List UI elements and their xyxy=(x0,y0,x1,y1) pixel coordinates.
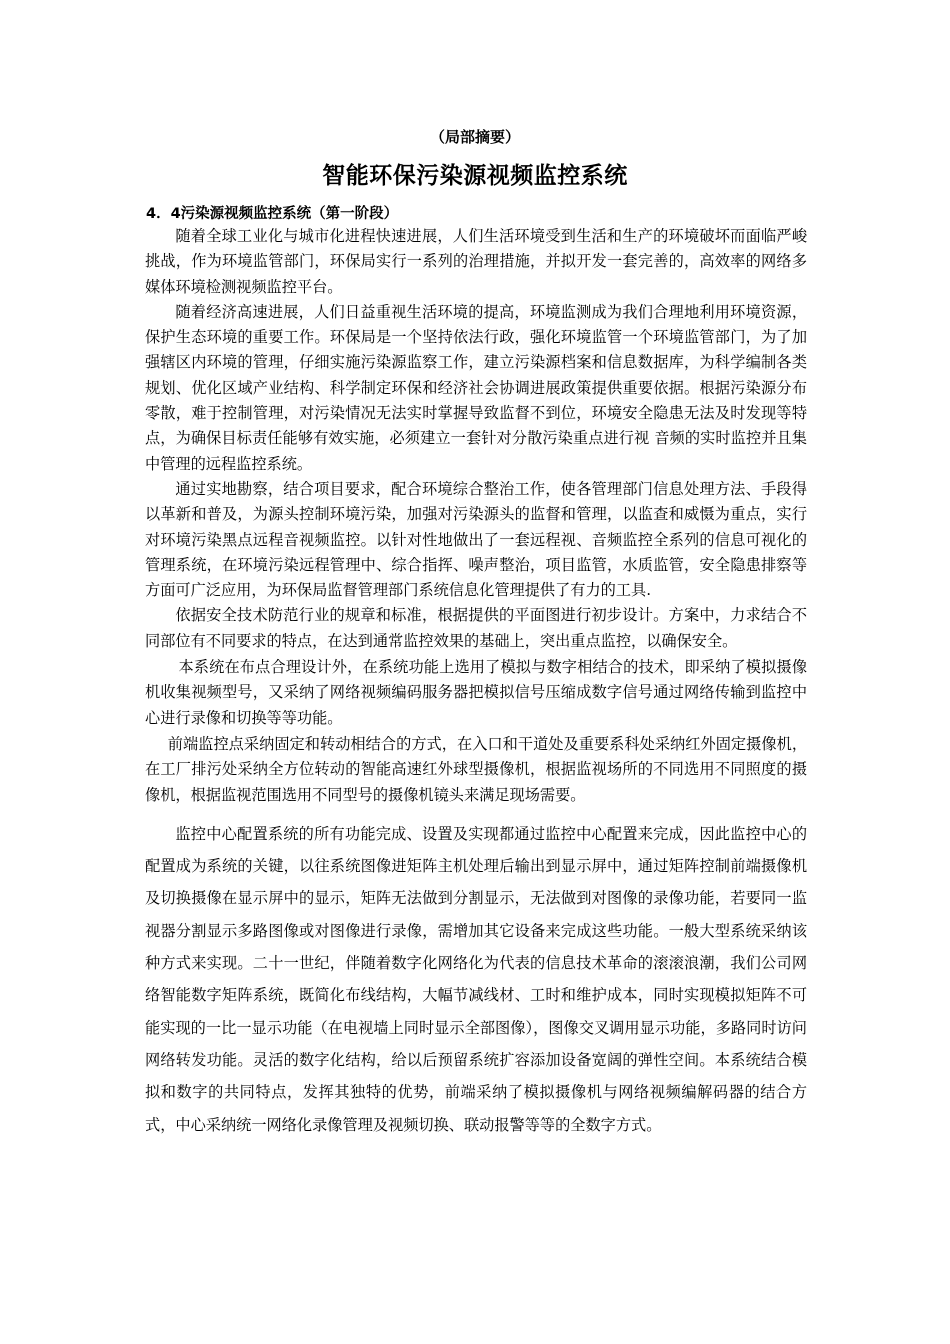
paragraph-1: 随着全球工业化与城市化进程快速进展，人们生活环境受到生活和生产的环境破坏而面临严峻挑战，作为环境监管部门，环保局实行一系列的治理措施，并拟开发一套完善的，高效率的网络多媒体环境检测视频监控平台。 xyxy=(145,227,807,296)
paragraph-3: 通过实地勘察，结合项目要求，配合环境综合整治工作，使各管理部门信息处理方法、手段得以革新和普及，为源头控制环境污染，加强对污染源头的监督和管理，以监查和威慑为重点，实行对环境污染黑点远程音视频监控。以针对性地做出了一套远程视、音频监控全系列的信息可视化的管理系统，在环境污染远程管理中、综合指挥、噪声整治，项目监管，水质监管，安全隐患排察等方面可广泛应用，为环保局监督管理部门系统信息化管理提供了有力的工具. xyxy=(145,479,807,600)
section-heading: 4．4污染源视频监控系统（第一阶段） xyxy=(146,206,399,222)
paragraph-2: 随着经济高速进展，人们日益重视生活环境的提高，环境监测成为我们合理地利用环境资源，保护生态环境的重要工作。环保局是一个坚持依法行政，强化环境监管一个环境监管部门，为了加强辖区内环境的管理，仔细实施污染源监察工作，建立污染源档案和信息数据库，为科学编制各类规划、优化区域产业结构、科学制定环保和经济社会协调进展政策提供重要依据。根据污染源分布零散，难于控制管理，对污染情况无法实时掌握导致监督不到位，环境安全隐患无法及时发现等特点，为确保目标责任能够有效实施，必须建立一套针对分散污染重点进行视 音频的实时监控并且集中管理的远程监控系统。 xyxy=(145,302,807,473)
paragraph-7: 监控中心配置系统的所有功能完成、设置及实现都通过监控中心配置来完成，因此监控中心的配置成为系统的关键，以往系统图像进矩阵主机处理后输出到显示屏中，通过矩阵控制前端摄像机及切换摄像在显示屏中的显示，矩阵无法做到分割显示，无法做到对图像的录像功能，若要同一监视器分割显示多路图像或对图像进行录像，需增加其它设备来完成这些功能。一般大型系统采纳该种方式来实现。二十一世纪，伴随着数字化网络化为代表的信息技术革命的滚滚浪潮，我们公司网络智能数字矩阵系统，既简化布线结构，大幅节减线材、工时和维护成本，同时实现模拟矩阵不可能实现的一比一显示功能（在电视墙上同时显示全部图像），图像交叉调用显示功能，多路同时访问网络转发功能。灵活的数字化结构，给以后预留系统扩容添加设备宽阔的弹性空间。本系统结合模拟和数字的共同特点，发挥其独特的优势，前端采纳了模拟摄像机与网络视频编解码器的结合方式，中心采纳统一网络化录像管理及视频切换、联动报警等等的全数字方式。 xyxy=(145,824,807,1134)
document-title: 智能环保污染源视频监控系统 xyxy=(322,163,628,189)
paragraph-6: 前端监控点采纳固定和转动相结合的方式，在入口和干道处及重要系科处采纳红外固定摄像机，在工厂排污处采纳全方位转动的智能高速红外球型摄像机，根据监视场所的不同选用不同照度的摄像机，根据监视范围选用不同型号的摄像机镜头来满足现场需要。 xyxy=(145,734,807,804)
document-subtitle: （局部摘要） xyxy=(429,128,520,146)
paragraph-5: 本系统在布点合理设计外，在系统功能上选用了模拟与数字相结合的技术，即采纳了模拟摄像机收集视频型号，又采纳了网络视频编码服务器把模拟信号压缩成数字信号通过网络传输到监控中心进行录像和切换等等功能。 xyxy=(145,658,807,727)
document-body xyxy=(145,224,807,1141)
paragraph-4: 依据安全技术防范行业的规章和标准，根据提供的平面图进行初步设计。方案中，力求结合不同部位有不同要求的特点，在达到通常监控效果的基础上，突出重点监控，以确保安全。 xyxy=(145,606,807,650)
